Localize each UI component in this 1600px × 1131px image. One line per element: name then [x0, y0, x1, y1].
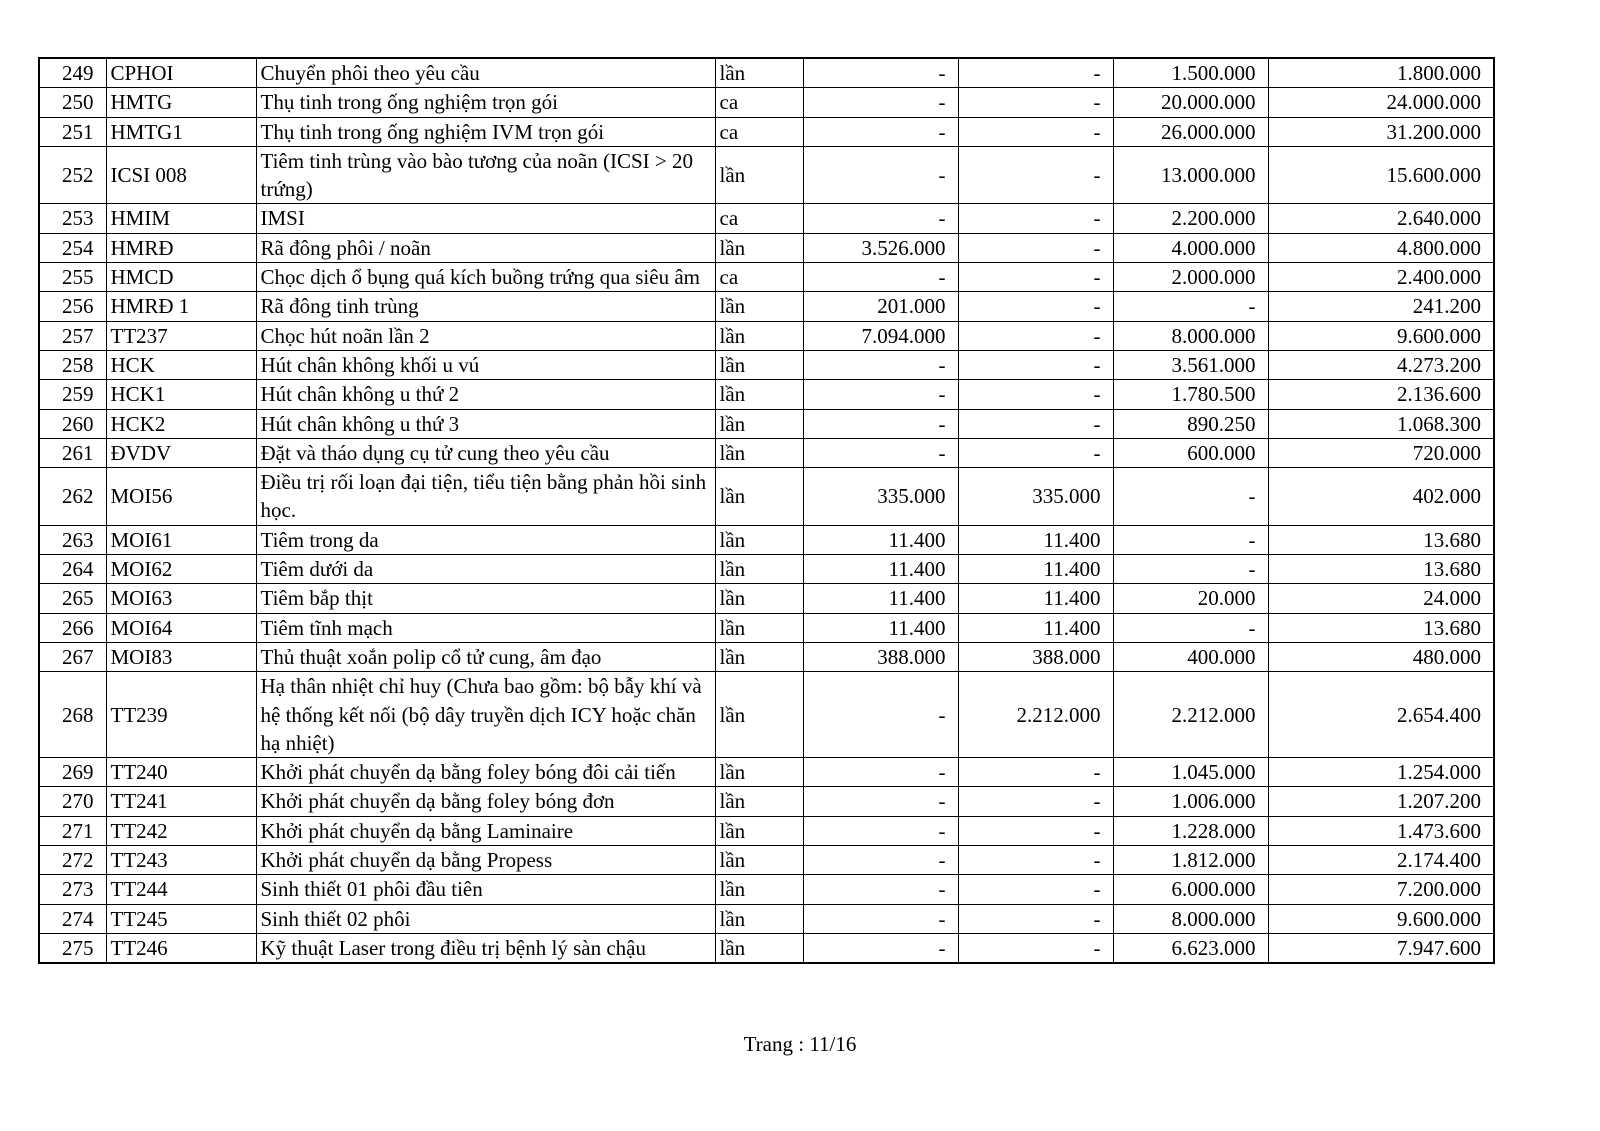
price-column-3-cell: 890.250	[1113, 409, 1268, 438]
price-column-3-cell: 1.045.000	[1113, 758, 1268, 787]
unit-cell: ca	[715, 88, 803, 117]
service-name-cell: Sinh thiết 01 phôi đầu tiên	[256, 875, 715, 904]
price-column-2-cell: -	[958, 875, 1113, 904]
service-code-cell: TT240	[106, 758, 256, 787]
price-column-4-cell: 480.000	[1268, 642, 1494, 671]
table-body	[39, 58, 1494, 963]
price-column-3-cell: 6.623.000	[1113, 933, 1268, 963]
service-code-cell: CPHOI	[106, 58, 256, 88]
unit-cell: lần	[715, 468, 803, 526]
service-name-cell: Đặt và tháo dụng cụ tử cung theo yêu cầu	[256, 438, 715, 467]
price-column-4-cell: 720.000	[1268, 438, 1494, 467]
price-column-3-cell: 600.000	[1113, 438, 1268, 467]
price-column-2-cell: -	[958, 58, 1113, 88]
price-column-2-cell: 335.000	[958, 468, 1113, 526]
price-column-2-cell: 11.400	[958, 555, 1113, 584]
service-name-cell: Hút chân không khối u vú	[256, 350, 715, 379]
unit-cell: lần	[715, 525, 803, 554]
table-row	[39, 875, 1494, 904]
service-name-cell: Rã đông tinh trùng	[256, 292, 715, 321]
service-code-cell: MOI56	[106, 468, 256, 526]
service-code-cell: MOI63	[106, 584, 256, 613]
table-row	[39, 438, 1494, 467]
service-name-cell: Hút chân không u thứ 2	[256, 380, 715, 409]
price-column-3-cell: 1.812.000	[1113, 846, 1268, 875]
service-name-cell: Thụ tinh trong ống nghiệm IVM trọn gói	[256, 117, 715, 146]
unit-cell: lần	[715, 438, 803, 467]
unit-cell: lần	[715, 613, 803, 642]
price-column-4-cell: 1.207.200	[1268, 787, 1494, 816]
service-name-cell: Rã đông phôi / noãn	[256, 233, 715, 262]
row-number-cell: 254	[39, 233, 106, 262]
price-column-4-cell: 13.680	[1268, 613, 1494, 642]
service-name-cell: Tiêm dưới da	[256, 555, 715, 584]
page-number: Trang : 11/16	[743, 1032, 857, 1056]
unit-cell: lần	[715, 321, 803, 350]
service-code-cell: TT243	[106, 846, 256, 875]
price-column-4-cell: 402.000	[1268, 468, 1494, 526]
service-name-cell: Tiêm tĩnh mạch	[256, 613, 715, 642]
price-column-3-cell: 26.000.000	[1113, 117, 1268, 146]
row-number-cell: 272	[39, 846, 106, 875]
price-column-1-cell: -	[803, 933, 958, 963]
price-column-4-cell: 15.600.000	[1268, 146, 1494, 204]
unit-cell: lần	[715, 584, 803, 613]
service-code-cell: TT246	[106, 933, 256, 963]
price-column-3-cell: 2.000.000	[1113, 263, 1268, 292]
unit-cell: lần	[715, 380, 803, 409]
table-row	[39, 321, 1494, 350]
row-number-cell: 269	[39, 758, 106, 787]
price-column-3-cell: 1.006.000	[1113, 787, 1268, 816]
service-code-cell: ĐVDV	[106, 438, 256, 467]
row-number-cell: 264	[39, 555, 106, 584]
service-code-cell: MOI64	[106, 613, 256, 642]
unit-cell: lần	[715, 787, 803, 816]
price-column-1-cell: -	[803, 816, 958, 845]
row-number-cell: 267	[39, 642, 106, 671]
price-column-2-cell: -	[958, 321, 1113, 350]
price-column-3-cell: 3.561.000	[1113, 350, 1268, 379]
price-column-3-cell: 2.200.000	[1113, 204, 1268, 233]
price-column-4-cell: 7.200.000	[1268, 875, 1494, 904]
price-column-1-cell: 11.400	[803, 613, 958, 642]
price-column-4-cell: 2.174.400	[1268, 846, 1494, 875]
service-code-cell: MOI83	[106, 642, 256, 671]
price-column-3-cell: 1.780.500	[1113, 380, 1268, 409]
price-column-3-cell: 2.212.000	[1113, 672, 1268, 758]
unit-cell: lần	[715, 409, 803, 438]
service-code-cell: TT237	[106, 321, 256, 350]
price-column-4-cell: 24.000.000	[1268, 88, 1494, 117]
table-row	[39, 88, 1494, 117]
row-number-cell: 256	[39, 292, 106, 321]
price-column-1-cell: -	[803, 380, 958, 409]
price-column-2-cell: -	[958, 933, 1113, 963]
row-number-cell: 266	[39, 613, 106, 642]
price-column-3-cell: 1.500.000	[1113, 58, 1268, 88]
price-column-4-cell: 24.000	[1268, 584, 1494, 613]
table-row	[39, 525, 1494, 554]
row-number-cell: 274	[39, 904, 106, 933]
price-column-1-cell: -	[803, 438, 958, 467]
service-name-cell: Chọc dịch ổ bụng quá kích buồng trứng qua siêu âm	[256, 263, 715, 292]
price-column-4-cell: 1.473.600	[1268, 816, 1494, 845]
service-name-cell: Hạ thân nhiệt chỉ huy (Chưa bao gồm: bộ bẫy khí và hệ thống kết nối (bộ dây truyền dịch ICY hoặc chăn hạ nhiệt)	[256, 672, 715, 758]
table-row	[39, 787, 1494, 816]
price-column-3-cell: -	[1113, 292, 1268, 321]
unit-cell: lần	[715, 146, 803, 204]
price-column-4-cell: 2.654.400	[1268, 672, 1494, 758]
price-column-2-cell: -	[958, 787, 1113, 816]
price-column-2-cell: -	[958, 204, 1113, 233]
price-column-1-cell: -	[803, 409, 958, 438]
price-column-3-cell: 8.000.000	[1113, 904, 1268, 933]
price-column-3-cell: 13.000.000	[1113, 146, 1268, 204]
price-column-3-cell: 400.000	[1113, 642, 1268, 671]
row-number-cell: 271	[39, 816, 106, 845]
price-column-1-cell: -	[803, 146, 958, 204]
table-row	[39, 58, 1494, 88]
row-number-cell: 249	[39, 58, 106, 88]
price-column-2-cell: -	[958, 292, 1113, 321]
service-name-cell: Tiêm bắp thịt	[256, 584, 715, 613]
unit-cell: lần	[715, 933, 803, 963]
table-row	[39, 904, 1494, 933]
service-name-cell: Tiêm trong da	[256, 525, 715, 554]
table-row	[39, 409, 1494, 438]
unit-cell: lần	[715, 758, 803, 787]
service-name-cell: Khởi phát chuyển dạ bằng foley bóng đơn	[256, 787, 715, 816]
price-column-4-cell: 4.800.000	[1268, 233, 1494, 262]
price-column-4-cell: 2.136.600	[1268, 380, 1494, 409]
price-column-4-cell: 13.680	[1268, 525, 1494, 554]
price-column-2-cell: 11.400	[958, 613, 1113, 642]
unit-cell: lần	[715, 846, 803, 875]
price-column-2-cell: -	[958, 409, 1113, 438]
unit-cell: lần	[715, 292, 803, 321]
row-number-cell: 273	[39, 875, 106, 904]
price-column-1-cell: -	[803, 88, 958, 117]
price-column-1-cell: -	[803, 58, 958, 88]
price-column-4-cell: 4.273.200	[1268, 350, 1494, 379]
price-column-1-cell: -	[803, 117, 958, 146]
price-column-4-cell: 1.254.000	[1268, 758, 1494, 787]
service-name-cell: Điều trị rối loạn đại tiện, tiểu tiện bằng phản hồi sinh học.	[256, 468, 715, 526]
table-row	[39, 846, 1494, 875]
row-number-cell: 251	[39, 117, 106, 146]
price-column-1-cell: -	[803, 263, 958, 292]
service-name-cell: Khởi phát chuyển dạ bằng Propess	[256, 846, 715, 875]
price-column-1-cell: 11.400	[803, 584, 958, 613]
unit-cell: lần	[715, 555, 803, 584]
price-column-1-cell: 335.000	[803, 468, 958, 526]
row-number-cell: 259	[39, 380, 106, 409]
unit-cell: ca	[715, 263, 803, 292]
table-row	[39, 642, 1494, 671]
service-name-cell: Thủ thuật xoắn polip cổ tử cung, âm đạo	[256, 642, 715, 671]
price-column-2-cell: 388.000	[958, 642, 1113, 671]
table-row	[39, 758, 1494, 787]
unit-cell: lần	[715, 58, 803, 88]
price-column-1-cell: -	[803, 350, 958, 379]
price-column-2-cell: -	[958, 263, 1113, 292]
price-column-3-cell: 4.000.000	[1113, 233, 1268, 262]
price-column-2-cell: 11.400	[958, 525, 1113, 554]
table-row	[39, 380, 1494, 409]
price-column-2-cell: -	[958, 904, 1113, 933]
row-number-cell: 253	[39, 204, 106, 233]
row-number-cell: 262	[39, 468, 106, 526]
unit-cell: lần	[715, 904, 803, 933]
unit-cell: lần	[715, 875, 803, 904]
service-name-cell: Hút chân không u thứ 3	[256, 409, 715, 438]
table-row	[39, 816, 1494, 845]
unit-cell: ca	[715, 204, 803, 233]
service-name-cell: Chọc hút noãn lần 2	[256, 321, 715, 350]
price-column-4-cell: 7.947.600	[1268, 933, 1494, 963]
price-column-4-cell: 9.600.000	[1268, 904, 1494, 933]
service-name-cell: Tiêm tinh trùng vào bào tương của noãn (ICSI > 20 trứng)	[256, 146, 715, 204]
price-column-4-cell: 1.068.300	[1268, 409, 1494, 438]
price-column-1-cell: -	[803, 787, 958, 816]
service-code-cell: HMRĐ	[106, 233, 256, 262]
table-row	[39, 117, 1494, 146]
row-number-cell: 258	[39, 350, 106, 379]
row-number-cell: 261	[39, 438, 106, 467]
service-code-cell: HCK	[106, 350, 256, 379]
unit-cell: lần	[715, 672, 803, 758]
service-name-cell: Khởi phát chuyển dạ bằng Laminaire	[256, 816, 715, 845]
price-column-1-cell: -	[803, 875, 958, 904]
row-number-cell: 268	[39, 672, 106, 758]
price-column-1-cell: 7.094.000	[803, 321, 958, 350]
price-column-2-cell: -	[958, 816, 1113, 845]
row-number-cell: 275	[39, 933, 106, 963]
table-row	[39, 350, 1494, 379]
service-code-cell: ICSI 008	[106, 146, 256, 204]
table-row	[39, 584, 1494, 613]
service-code-cell: HMTG	[106, 88, 256, 117]
price-column-2-cell: -	[958, 88, 1113, 117]
price-column-4-cell: 31.200.000	[1268, 117, 1494, 146]
price-column-2-cell: -	[958, 117, 1113, 146]
row-number-cell: 270	[39, 787, 106, 816]
service-name-cell: Sinh thiết 02 phôi	[256, 904, 715, 933]
service-code-cell: MOI62	[106, 555, 256, 584]
row-number-cell: 257	[39, 321, 106, 350]
price-column-3-cell: -	[1113, 468, 1268, 526]
service-name-cell: Khởi phát chuyển dạ bằng foley bóng đôi cải tiến	[256, 758, 715, 787]
price-column-1-cell: -	[803, 204, 958, 233]
price-column-1-cell: -	[803, 904, 958, 933]
price-column-2-cell: 11.400	[958, 584, 1113, 613]
service-code-cell: TT241	[106, 787, 256, 816]
price-column-3-cell: -	[1113, 555, 1268, 584]
price-column-2-cell: -	[958, 380, 1113, 409]
price-column-2-cell: -	[958, 846, 1113, 875]
price-column-4-cell: 13.680	[1268, 555, 1494, 584]
table-row	[39, 204, 1494, 233]
table-row	[39, 263, 1494, 292]
price-table	[38, 57, 1495, 964]
table-row	[39, 146, 1494, 204]
price-column-4-cell: 2.640.000	[1268, 204, 1494, 233]
price-column-3-cell: -	[1113, 613, 1268, 642]
unit-cell: lần	[715, 642, 803, 671]
table-row	[39, 672, 1494, 758]
price-column-3-cell: 20.000	[1113, 584, 1268, 613]
service-code-cell: TT239	[106, 672, 256, 758]
price-column-3-cell: 20.000.000	[1113, 88, 1268, 117]
price-column-2-cell: -	[958, 146, 1113, 204]
table-row	[39, 233, 1494, 262]
service-code-cell: HCK2	[106, 409, 256, 438]
service-code-cell: MOI61	[106, 525, 256, 554]
price-column-2-cell: 2.212.000	[958, 672, 1113, 758]
price-column-2-cell: -	[958, 350, 1113, 379]
price-column-4-cell: 241.200	[1268, 292, 1494, 321]
service-code-cell: TT242	[106, 816, 256, 845]
price-column-1-cell: -	[803, 672, 958, 758]
price-column-1-cell: 201.000	[803, 292, 958, 321]
unit-cell: ca	[715, 117, 803, 146]
table-row	[39, 613, 1494, 642]
row-number-cell: 255	[39, 263, 106, 292]
price-column-2-cell: -	[958, 438, 1113, 467]
price-column-1-cell: -	[803, 846, 958, 875]
unit-cell: lần	[715, 350, 803, 379]
price-column-3-cell: 1.228.000	[1113, 816, 1268, 845]
table-row	[39, 292, 1494, 321]
row-number-cell: 265	[39, 584, 106, 613]
service-name-cell: Thụ tinh trong ống nghiệm trọn gói	[256, 88, 715, 117]
service-code-cell: HMIM	[106, 204, 256, 233]
price-column-3-cell: 6.000.000	[1113, 875, 1268, 904]
price-column-1-cell: 388.000	[803, 642, 958, 671]
service-name-cell: IMSI	[256, 204, 715, 233]
service-name-cell: Kỹ thuật Laser trong điều trị bệnh lý sàn chậu	[256, 933, 715, 963]
service-code-cell: HMRĐ 1	[106, 292, 256, 321]
price-column-2-cell: -	[958, 233, 1113, 262]
service-code-cell: TT244	[106, 875, 256, 904]
price-column-1-cell: 11.400	[803, 555, 958, 584]
price-column-2-cell: -	[958, 758, 1113, 787]
service-code-cell: HMCD	[106, 263, 256, 292]
service-code-cell: TT245	[106, 904, 256, 933]
unit-cell: lần	[715, 816, 803, 845]
row-number-cell: 250	[39, 88, 106, 117]
price-column-1-cell: 11.400	[803, 525, 958, 554]
row-number-cell: 260	[39, 409, 106, 438]
table-row	[39, 468, 1494, 526]
price-column-1-cell: 3.526.000	[803, 233, 958, 262]
service-code-cell: HCK1	[106, 380, 256, 409]
price-column-1-cell: -	[803, 758, 958, 787]
row-number-cell: 252	[39, 146, 106, 204]
price-column-3-cell: 8.000.000	[1113, 321, 1268, 350]
service-code-cell: HMTG1	[106, 117, 256, 146]
price-column-3-cell: -	[1113, 525, 1268, 554]
price-column-4-cell: 2.400.000	[1268, 263, 1494, 292]
row-number-cell: 263	[39, 525, 106, 554]
service-name-cell: Chuyển phôi theo yêu cầu	[256, 58, 715, 88]
price-column-4-cell: 9.600.000	[1268, 321, 1494, 350]
price-column-4-cell: 1.800.000	[1268, 58, 1494, 88]
unit-cell: lần	[715, 233, 803, 262]
table-row	[39, 555, 1494, 584]
table-row	[39, 933, 1494, 963]
